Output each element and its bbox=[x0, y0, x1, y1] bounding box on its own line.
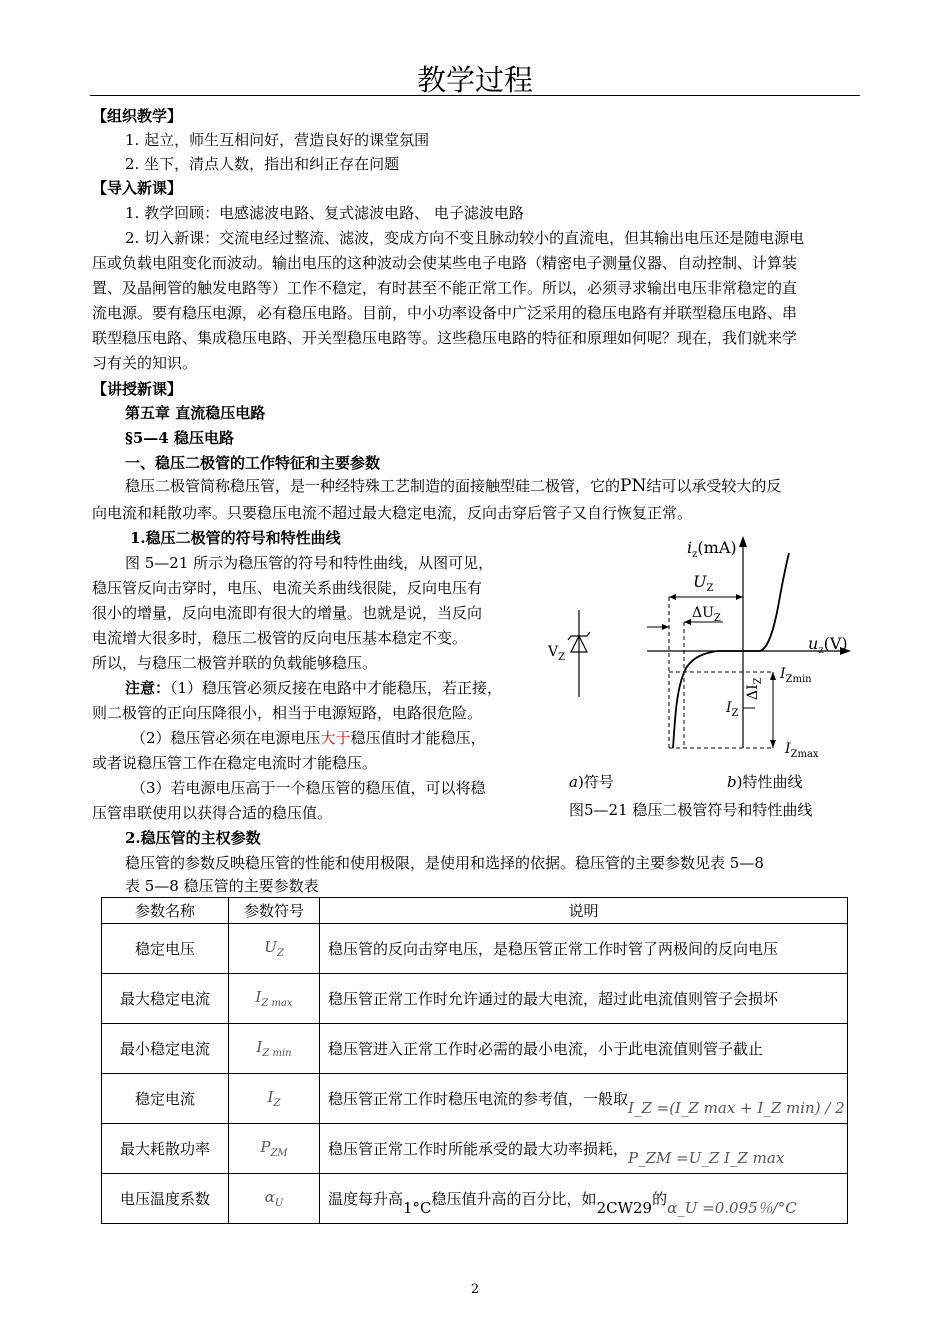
paragraph-line: 压或负载电阻变化而波动。输出电压的这种波动会使某些电子电路（精密电子测量仪器、自动控制、计算装 bbox=[92, 254, 798, 272]
table-header-cell: 参数符号 bbox=[229, 898, 320, 924]
note-line: （2）稳压管必须在电源电压大于稳压值时才能稳压， bbox=[131, 729, 486, 747]
table-header-cell: 说明 bbox=[320, 898, 848, 924]
note-line: （3）若电源电压高于一个稳压管的稳压值，可以将稳 bbox=[131, 779, 486, 797]
figure-caption: 图5—21 稳压二极管符号和特性曲线 bbox=[569, 801, 813, 819]
pn-term: PN bbox=[620, 476, 647, 496]
param-symbol: $\alpha_U$ bbox=[229, 1174, 320, 1224]
paragraph-line: 习有关的知识。 bbox=[92, 354, 198, 372]
paragraph-line: 很小的增量，反向电流即有很大的增量。也就是说，当反向 bbox=[92, 604, 483, 622]
paragraph-line: 1. 教学回顾：电感滤波电路、复式滤波电路、 电子滤波电路 bbox=[125, 204, 524, 222]
param-desc: 温度每升高1°C稳压值升高的百分比，如2CW29的α_U =0.095％/°C bbox=[320, 1174, 848, 1224]
subheading-params: 2.稳压管的主权参数 bbox=[125, 829, 261, 847]
formula: α_U =0.095％/°C bbox=[667, 1199, 797, 1217]
x-axis-label: $u_z(V)$ bbox=[808, 634, 848, 657]
delta-iz-label: $\Delta I_Z$ bbox=[745, 677, 764, 700]
param-symbol: $P_{ZM}$ bbox=[229, 1124, 320, 1174]
paragraph-line: 稳压管反向击穿时，电压、电流关系曲线很陡，反向电压有 bbox=[92, 579, 483, 597]
table-row bbox=[102, 1124, 848, 1174]
formula: I_Z =(I_Z max + I_Z min) / 2 bbox=[628, 1099, 845, 1117]
param-desc: 稳压管进入正常工作时必需的最小电流，小于此电流值则管子截止 bbox=[320, 1024, 848, 1074]
uz-label: $U_Z$ bbox=[693, 572, 714, 595]
paragraph-line: 2. 坐下，清点人数，指出和纠正存在问题 bbox=[125, 155, 400, 173]
formula: P_ZM =U_Z I_Z max bbox=[628, 1149, 785, 1167]
param-desc: 稳压管的反向击穿电压，是稳压管正常工作时管了两极间的反向电压 bbox=[320, 924, 848, 974]
note-line: 则二极管的正向压降很小，相当于电源短路，电路很危险。 bbox=[92, 704, 483, 722]
param-name: 最小稳定电流 bbox=[102, 1024, 229, 1074]
table-header-row bbox=[102, 898, 848, 924]
param-symbol: $I_{Z max}$ bbox=[229, 974, 320, 1024]
param-name: 稳定电流 bbox=[102, 1074, 229, 1124]
section-heading-teach: 【讲授新课】 bbox=[92, 380, 183, 398]
table-row bbox=[102, 1174, 848, 1224]
chapter-title: 第五章 直流稳压电路 bbox=[125, 404, 266, 422]
iz-label: $I_Z$ bbox=[726, 700, 739, 719]
param-desc: 稳压管正常工作时稳压电流的参考值，一般取I_Z =(I_Z max + I_Z min) / 2 bbox=[320, 1074, 848, 1124]
subfigure-a-label: a)符号 bbox=[569, 773, 614, 791]
param-desc: 稳压管正常工作时所能承受的最大功率损耗，P_ZM =U_Z I_Z max bbox=[320, 1124, 848, 1174]
paragraph-line: 2. 切入新课：交流电经过整流、滤波，变成方向不变且脉动较小的直流电，但其输出电压还是随电源电 bbox=[125, 229, 805, 247]
table-row bbox=[102, 1024, 848, 1074]
delta-uz-label: $\Delta U_Z$ bbox=[692, 605, 721, 624]
param-symbol: $U_Z$ bbox=[229, 924, 320, 974]
subsection-title: §5—4 稳压电路 bbox=[125, 429, 234, 447]
note-line: 注意：（1）稳压管必须反接在电路中才能稳压，若正接， bbox=[125, 679, 503, 697]
param-desc: 稳压管正常工作时允许通过的最大电流，超过此电流值则管子会损坏 bbox=[320, 974, 848, 1024]
param-name: 稳定电压 bbox=[102, 924, 229, 974]
y-axis-arrow bbox=[739, 536, 747, 547]
izmax-label: $I_{Zmax}$ bbox=[785, 741, 819, 760]
izmin-label: $I_{Zmin}$ bbox=[780, 666, 812, 685]
subheading-symbol-curve: 1.稳压二极管的符号和特性曲线 bbox=[130, 529, 341, 547]
note-line: 压管串联使用以获得合适的稳压值。 bbox=[92, 804, 333, 822]
table-header-cell: 参数名称 bbox=[102, 898, 229, 924]
parameter-table bbox=[101, 897, 848, 1224]
param-symbol: $I_Z$ bbox=[229, 1074, 320, 1124]
paragraph-line: 电流增大很多时，稳压二极管的反向电压基本稳定不变。 bbox=[92, 629, 468, 647]
section-heading-intro: 【导入新课】 bbox=[92, 179, 183, 197]
note-label: 注意： bbox=[125, 679, 171, 697]
highlight-text: 大于 bbox=[320, 729, 351, 747]
paragraph-line: 流电源。要有稳压电源，必有稳压电路。目前，中小功率设备中广泛采用的稳压电路有并联型稳压电路、串 bbox=[92, 304, 798, 322]
table-row bbox=[102, 1074, 848, 1124]
param-symbol: $I_{Z min}$ bbox=[229, 1024, 320, 1074]
paragraph-line: 向电流和耗散功率。只要稳压电流不超过最大稳定电流，反向击穿后管子又自行恢复正常。 bbox=[92, 504, 693, 522]
table-row bbox=[102, 974, 848, 1024]
table-row bbox=[102, 924, 848, 974]
param-name: 电压温度系数 bbox=[102, 1174, 229, 1224]
paragraph-line: 图 5—21 所示为稳压管的符号和特性曲线，从图可见， bbox=[125, 554, 494, 572]
table-caption: 表 5—8 稳压管的主要参数表 bbox=[125, 877, 319, 895]
note-line: 或者说稳压管工作在稳定电流时才能稳压。 bbox=[92, 754, 378, 772]
paragraph-line: 置、及晶闸管的触发电路等）工作不稳定，有时甚至不能正常工作。所以，必须寻求输出电压非常稳定的直 bbox=[92, 279, 798, 297]
page-title: 教学过程 bbox=[416, 63, 533, 97]
param-name: 最大耗散功率 bbox=[102, 1124, 229, 1174]
paragraph-line: 联型稳压电路、集成稳压电路、开关型稳压电路等。这些稳压电路的特征和原理如何呢？现在，我们就来学 bbox=[92, 329, 798, 347]
title-underline bbox=[90, 95, 860, 96]
page-number: 2 bbox=[470, 1282, 480, 1297]
part-title: 一、稳压二极管的工作特征和主要参数 bbox=[125, 454, 381, 472]
param-name: 最大稳定电流 bbox=[102, 974, 229, 1024]
paragraph-line: 1. 起立，师生互相问好，营造良好的课堂氛围 bbox=[125, 131, 430, 149]
vz-label: $V_Z$ bbox=[548, 644, 566, 663]
paragraph-line: 所以，与稳压二极管并联的负载能够稳压。 bbox=[92, 654, 378, 672]
y-axis-label: $i_z(mA)$ bbox=[687, 538, 737, 561]
section-heading-organize: 【组织教学】 bbox=[92, 107, 183, 125]
subfigure-b-label: b)特性曲线 bbox=[727, 773, 803, 791]
paragraph-line: 稳压管的参数反映稳压管的性能和使用极限，是使用和选择的依据。稳压管的主要参数见表 5—8 bbox=[125, 854, 764, 872]
paragraph-line: 稳压二极管简称稳压管，是一种经特殊工艺制造的面接触型硅二极管，它的PN结可以承受较大的反 bbox=[125, 476, 782, 496]
